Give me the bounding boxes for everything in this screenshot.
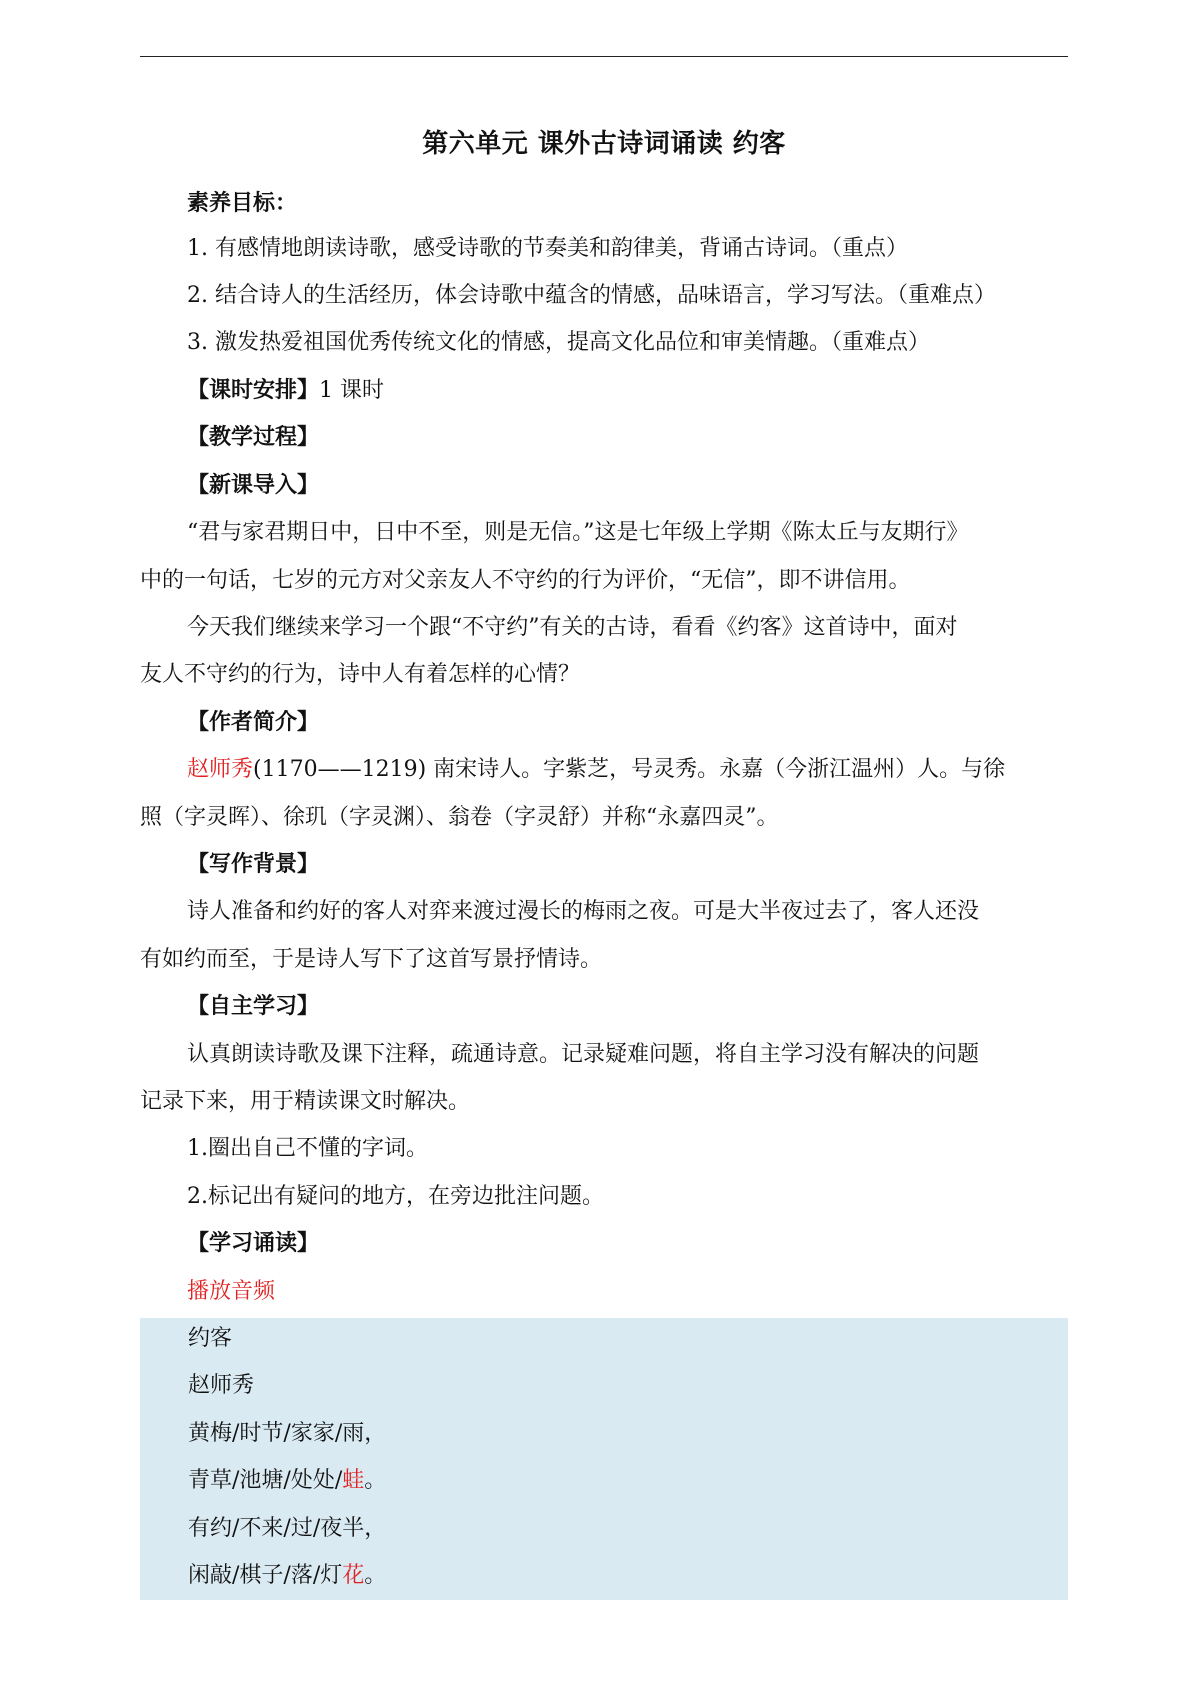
goal-item-2: 2. 结合诗人的生活经历，体会诗歌中蕴含的情感，品味语言，学习写法。（重难点） [187,283,996,308]
author-name: 赵师秀 [187,757,254,782]
page-title: 第六单元 课外古诗词诵读 约客 [422,129,786,159]
author-line-2: 照（字灵晖）、徐玑（字灵渊）、翁卷（字灵舒）并称“永嘉四灵”。 [140,805,779,830]
intro-paragraph-1-line-1: “君与家君期日中，日中不至，则是无信。”这是七年级上学期《陈太丘与友期行》 [187,520,969,545]
process-heading: 【教学过程】 [187,425,320,450]
poem-line-4 [188,1560,386,1592]
background-line-1: 诗人准备和约好的客人对弈来渡过漫长的梅雨之夜。可是大半夜过去了，客人还没 [187,899,980,924]
poem-line-2-highlight: 蛙 [342,1468,365,1493]
poem-line-4-end: 。 [364,1563,387,1588]
goals-heading: 素养目标： [187,191,298,216]
poem-box [140,1318,1068,1600]
author-line-1 [140,754,1068,786]
poem-title: 约客 [188,1326,233,1351]
self-study-line-1: 认真朗读诗歌及课下注释，疏通诗意。记录疑难问题，将自主学习没有解决的问题 [187,1042,980,1067]
poem-line-4-text: 闲敲/棋子/落/灯 [188,1563,343,1588]
poem-author: 赵师秀 [188,1373,255,1398]
header-rule [140,56,1068,57]
recite-heading: 【学习诵读】 [187,1231,320,1256]
intro-paragraph-2-line-1: 今天我们继续来学习一个跟“不守约”有关的古诗，看看《约客》这首诗中，面对 [187,615,958,640]
schedule-value: 1 课时 [319,378,385,403]
intro-paragraph-2-line-2: 友人不守约的行为，诗中人有着怎样的心情？ [140,662,581,687]
self-study-item-1: 1.圈出自己不懂的字词。 [187,1136,428,1161]
self-study-heading: 【自主学习】 [187,994,320,1019]
author-line-1-rest: (1170——1219) 南宋诗人。字紫芝，号灵秀。永嘉（今浙江温州）人。与徐 [253,757,1006,782]
intro-paragraph-1-line-2: 中的一句话，七岁的元方对父亲友人不守约的行为评价，“无信”，即不讲信用。 [140,568,911,593]
background-line-2: 有如约而至，于是诗人写下了这首写景抒情诗。 [140,947,603,972]
author-heading: 【作者简介】 [187,710,320,735]
schedule-row [140,375,1068,407]
poem-line-2-end: 。 [364,1468,387,1493]
goal-item-3: 3. 激发热爱祖国优秀传统文化的情感，提高文化品位和审美情趣。（重难点） [187,330,930,355]
play-audio-link[interactable]: 播放音频 [187,1279,276,1304]
goal-item-1: 1. 有感情地朗读诗歌，感受诗歌的节奏美和韵律美，背诵古诗词。（重点） [187,236,908,261]
poem-line-2-text: 青草/池塘/处处/ [188,1468,343,1493]
schedule-heading: 【课时安排】 [187,378,320,403]
poem-line-4-highlight: 花 [342,1563,365,1588]
self-study-item-2: 2.标记出有疑问的地方，在旁边批注问题。 [187,1184,604,1209]
poem-line-2 [188,1465,386,1497]
intro-heading: 【新课导入】 [187,473,320,498]
poem-line-3: 有约/不来/过/夜半， [188,1516,387,1541]
poem-line-1: 黄梅/时节/家家/雨， [188,1421,387,1446]
self-study-line-2: 记录下来，用于精读课文时解决。 [140,1089,471,1114]
background-heading: 【写作背景】 [187,852,320,877]
